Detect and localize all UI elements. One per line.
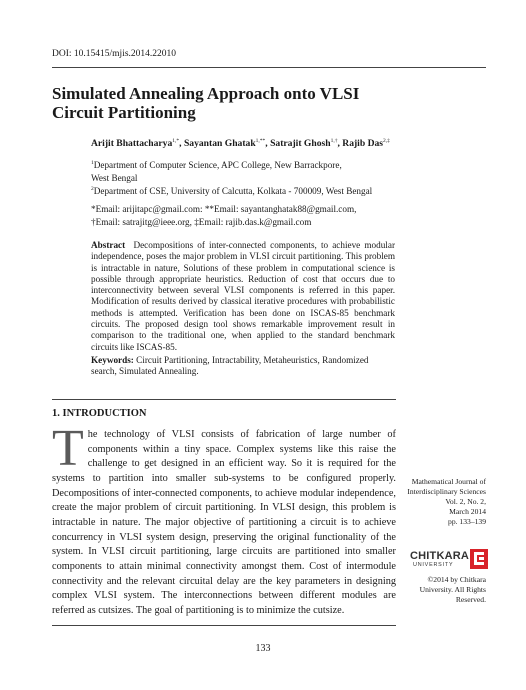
journal-line: Mathematical Journal of (411, 477, 486, 486)
affil-line: Department of Computer Science, APC College, New Barrackpore, (93, 160, 342, 171)
bottom-rule (52, 625, 396, 626)
drop-cap: T (52, 420, 84, 477)
section-rule (52, 399, 396, 400)
author-name: Satrajit Ghosh (270, 138, 331, 150)
top-rule (52, 67, 486, 68)
journal-line: Interdisciplinary Sciences (407, 487, 486, 497)
title-line-1: Simulated Annealing Approach onto VLSI (52, 84, 360, 103)
author-sep: , (337, 138, 343, 150)
chitkara-logo (410, 549, 488, 571)
author-sup: 1,** (255, 138, 266, 144)
logo-name: CHITKARA (410, 550, 470, 562)
keywords-label: Keywords: (91, 355, 134, 365)
affiliation-1 (91, 157, 411, 184)
logo-mark-icon (470, 549, 488, 569)
journal-line: Vol. 2, No. 2, (445, 497, 486, 507)
author-list (91, 138, 411, 149)
email-block (91, 203, 411, 228)
abstract-label: Abstract (91, 240, 126, 250)
copyright (398, 575, 486, 605)
author-name: Arijit Bhattacharya (91, 138, 173, 150)
paper-title (52, 84, 432, 122)
copyright-line: University. All Rights (419, 585, 486, 595)
keywords-text: Circuit Partitioning, Intractability, Metaheuristics, Randomized search, Simulated Annealing. (91, 355, 369, 377)
author-sup: 1,† (330, 138, 338, 144)
author-sep: , (179, 138, 184, 150)
author-sep: , (265, 138, 271, 150)
affiliation-2 (91, 183, 411, 198)
affil-sup: 2 (91, 186, 94, 192)
author-name: Rajib Das (342, 138, 384, 150)
intro-text: he technology of VLSI consists of fabrication of large number of components within a tiny space. Complex systems like this raise the challenge to get designed in an efficient way. So it is required for the systems to partition into smaller sub-systems to be configured properly. Decompositions of inter-connected components, to achieve modular independence, create the major problem of circuit partitioning. In VLSI design, this problem is intractable in nature. The major objective of partitioning a circuit is to achieve concurrency in VLSI system design, preserving the original functionality of the system. In VLSI circuit partitioning, large circuits are partitioned into smaller components to attain minimal connectivity amongst them. Cost of intermodule connectivity and the relevant circuital delay are the key parameters in designing complex VLSI system. The interconnections between different modules are referred as cutsizes. The goal of partitioning is to minimize the cutsize. (52, 429, 396, 616)
keywords (91, 355, 395, 378)
author-sup: 2,‡ (383, 138, 390, 144)
affil-line: Department of CSE, University of Calcutta, Kolkata - 700009, West Bengal (93, 186, 373, 197)
affil-line: West Bengal (91, 172, 138, 183)
email-line-1: *Email: arijitapc@gmail.com: **Email: sayantanghatak88@gmail.com, (91, 204, 357, 214)
email-line-2: †Email: satrajitg@ieee.org, ‡Email: rajib.das.k@gmail.com (91, 216, 312, 227)
page-number: 133 (255, 643, 271, 654)
author-name: Sayantan Ghatak (183, 138, 256, 150)
section-heading: 1. INTRODUCTION (52, 408, 147, 419)
journal-line: pp. 133–139 (448, 517, 486, 527)
affil-sup: 1 (91, 160, 94, 166)
author-sup: 1,* (172, 138, 180, 144)
copyright-line: Reserved. (455, 595, 486, 605)
doi-line: DOI: 10.15415/mjis.2014.22010 (52, 49, 177, 59)
abstract (91, 240, 395, 353)
copyright-line: ©2014 by Chitkara (427, 575, 486, 584)
title-line-2: Circuit Partitioning (52, 103, 196, 122)
journal-info (398, 477, 486, 527)
intro-paragraph (52, 420, 396, 619)
journal-line: March 2014 (449, 507, 486, 517)
abstract-text: Decompositions of inter-connected components, to achieve modular independence, poses the major problem in VLSI circuit partitioning. This problem is intractable in nature, Solutions of these problem in computational science is possible through appropriate heuristics. Reduction of cost that occurs due to interconnectivity between several VLSI components is referred in this paper. Modification of results derived by classical iterative procedures with probabilistic methods is attempted. Verification has been done on ISCAS-85 benchmark circuits. The proposed design tool shows remarkable improvement result in comparison to the traditional one, when applied to the standard benchmark circuits like ISCAS-85. (91, 240, 395, 352)
logo-sub: UNIVERSITY (413, 562, 454, 568)
